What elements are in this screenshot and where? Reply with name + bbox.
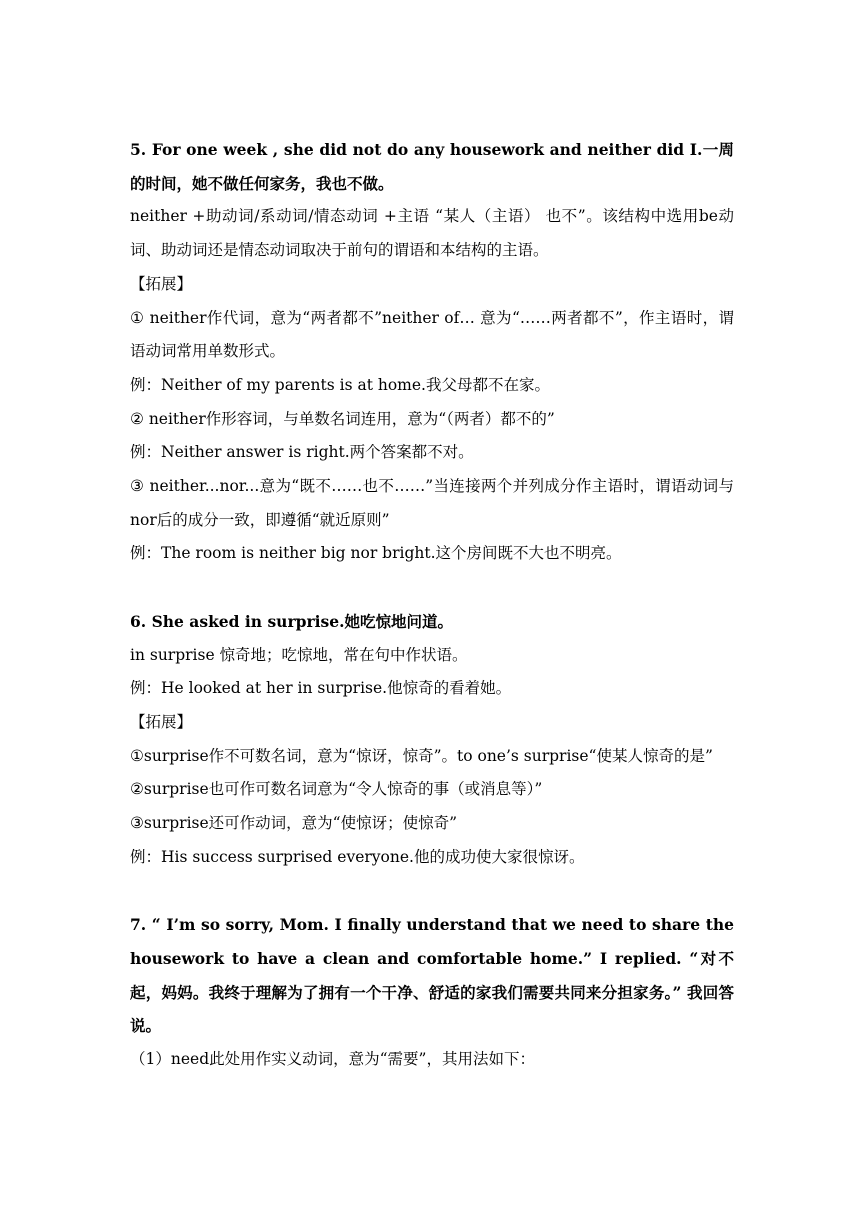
section-5-item-3: ③ neither...nor...意为“既不……也不……”当连接两个并列成分作主语时，谓语动词与nor后的成分一致，即遵循“就近原则” [130, 477, 734, 529]
section-spacer [130, 571, 734, 605]
section-6-example-1: 例：His success surprised everyone.他的成功使大家很惊讶。 [130, 847, 585, 866]
section-6-explanation: in surprise 惊奇地；吃惊地，常在句中作状语。 [130, 645, 468, 664]
section-6-item-1: ①surprise作不可数名词，意为“惊讶，惊奇”。to one’s surprise“使某人惊奇的是” [130, 746, 713, 765]
section-7-heading: 7. “ I’m so sorry, Mom. I finally understand that we need to share the housework to have a clean and comfortable home.” I replied. “对不起，妈妈。我终于理解为了拥有一个干净、舒适的家我们需要共同来分担家务。” 我回答说。 [130, 915, 734, 1036]
section-5-heading: 5. For one week , she did not do any housework and neither did I.一周的时间，她不做任何家务，我也不做。 [130, 140, 734, 193]
section-6-expand-label: 【拓展】 [130, 712, 193, 731]
section-5-explanation: neither +助动词/系动词/情态动词 +主语 “某人（主语） 也不”。该结构中选用be动词、助动词还是情态动词取决于前句的谓语和本结构的主语。 [130, 207, 734, 260]
section-6-item-2: ②surprise也可作可数名词意为“令人惊奇的事（或消息等）” [130, 780, 543, 799]
section-5-example-1: 例：Neither of my parents is at home.我父母都不在家。 [130, 375, 550, 394]
document-page [130, 133, 734, 1077]
section-6-item-3: ③surprise还可作动词，意为“使惊讶；使惊奇” [130, 814, 458, 833]
section-spacer [130, 874, 734, 908]
section-6-example-0: 例：He looked at her in surprise.他惊奇的看着她。 [130, 679, 512, 698]
section-5-example-2: 例：Neither answer is right.两个答案都不对。 [130, 443, 474, 462]
section-7-item-1: （1）need此处用作实义动词，意为“需要”，其用法如下： [130, 1049, 535, 1068]
section-5-example-3: 例：The room is neither big nor bright.这个房间既不大也不明亮。 [130, 544, 622, 563]
section-5-expand-label: 【拓展】 [130, 274, 193, 293]
section-5-item-2: ② neither作形容词，与单数名词连用，意为“（两者）都不的” [130, 409, 555, 428]
section-6-heading: 6. She asked in surprise.她吃惊地问道。 [130, 611, 453, 631]
section-5-item-1: ① neither作代词，意为“两者都不”neither of… 意为“……两者都不”，作主语时，谓语动词常用单数形式。 [130, 308, 734, 361]
